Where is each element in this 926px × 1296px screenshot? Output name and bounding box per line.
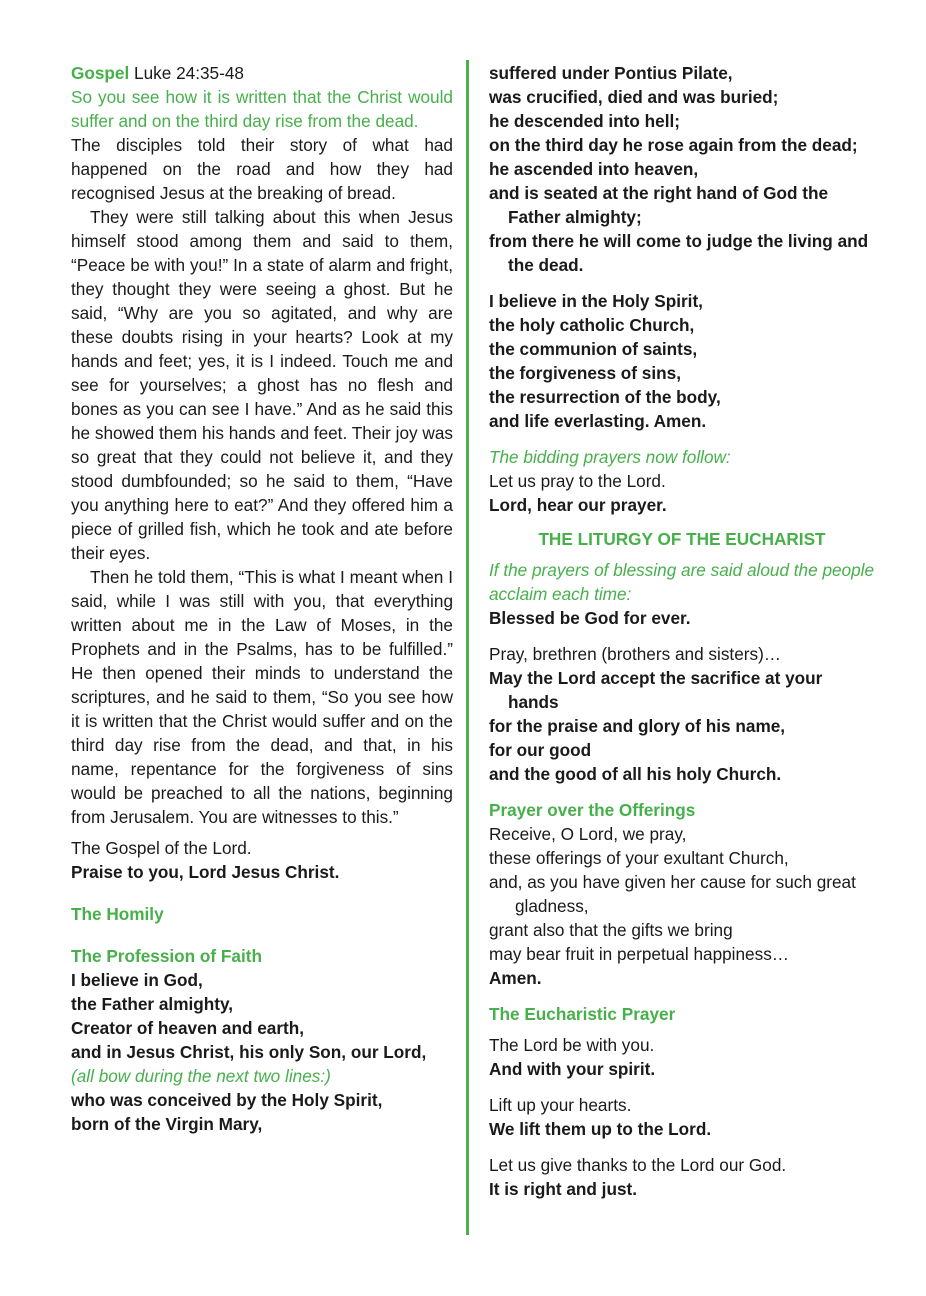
offerings-heading: Prayer over the Offerings bbox=[489, 800, 696, 820]
left-column bbox=[71, 61, 453, 1136]
eucharistic-prayer-heading: The Eucharistic Prayer bbox=[489, 1004, 676, 1024]
bidding-instruction: The bidding prayers now follow: bbox=[489, 447, 731, 467]
creed-line: who was conceived by the Holy Spirit, bbox=[71, 1090, 383, 1110]
creed-line: the resurrection of the body, bbox=[489, 387, 721, 407]
creed-line: he ascended into heaven, bbox=[489, 159, 699, 179]
dialogue-response: It is right and just. bbox=[489, 1179, 638, 1199]
creed-line: on the third day he rose again from the dead; bbox=[489, 135, 858, 155]
homily-heading: The Homily bbox=[71, 904, 164, 924]
gospel-paragraph: The disciples told their story of what had happened on the road and how they had recognised Jesus at the breaking of bread. bbox=[71, 135, 453, 203]
creed-line: the Father almighty, bbox=[71, 994, 234, 1014]
blessing-instruction: If the prayers of blessing are said aloud the people acclaim each time: bbox=[489, 560, 875, 604]
creed-line: was crucified, died and was buried; bbox=[489, 87, 779, 107]
response-line: May the Lord accept the sacrifice at your hands bbox=[489, 668, 823, 712]
response-line: and the good of all his holy Church. bbox=[489, 764, 782, 784]
offerings-line: may bear fruit in perpetual happiness… bbox=[489, 944, 789, 964]
bidding-call: Let us pray to the Lord. bbox=[489, 471, 666, 491]
gospel-end: The Gospel of the Lord. bbox=[71, 838, 252, 858]
column-divider bbox=[466, 60, 469, 1235]
dialogue-call: The Lord be with you. bbox=[489, 1035, 655, 1055]
eucharist-heading: THE LITURGY OF THE EUCHARIST bbox=[538, 529, 826, 549]
blessing-response: Blessed be God for ever. bbox=[489, 608, 691, 628]
profession-heading: The Profession of Faith bbox=[71, 946, 262, 966]
response-line: for our good bbox=[489, 740, 592, 760]
response-line: for the praise and glory of his name, bbox=[489, 716, 786, 736]
creed-line: he descended into hell; bbox=[489, 111, 681, 131]
creed-line: suffered under Pontius Pilate, bbox=[489, 63, 733, 83]
dialogue-call: Lift up your hearts. bbox=[489, 1095, 632, 1115]
creed-line: Creator of heaven and earth, bbox=[71, 1018, 305, 1038]
bidding-response: Lord, hear our prayer. bbox=[489, 495, 667, 515]
creed-line: the holy catholic Church, bbox=[489, 315, 695, 335]
creed-line: I believe in the Holy Spirit, bbox=[489, 291, 703, 311]
gospel-paragraph: Then he told them, “This is what I meant when I said, while I was still with you, that everything written about me in the Law of Moses, in the Prophets and in the Psalms, has to be fulfilled.” He then opened their minds to understand the scriptures, and he said to them, “So you see how it is written that the Christ would suffer and on the third day rise from the dead, and that, in his name, repentance for the forgiveness of sins would be preached to all the nations, beginning from Jerusalem. You are witnesses to this.” bbox=[71, 567, 453, 827]
creed-line: the forgiveness of sins, bbox=[489, 363, 681, 383]
creed-line: from there he will come to judge the living and the dead. bbox=[489, 231, 869, 275]
creed-line: I believe in God, bbox=[71, 970, 203, 990]
gospel-paragraph: They were still talking about this when Jesus himself stood among them and said to them, “Peace be with you!” In a state of alarm and fright, they thought they were seeing a ghost. But he said, “Why are you so agitated, and why are these doubts rising in your hearts? Look at my hands and feet; yes, it is I indeed. Touch me and see for yourselves; a ghost has no flesh and bones as you can see I have.” And as he said this he showed them his hands and feet. Their joy was so great that they could not believe it, and they stood dumbfounded; so he said to them, “Have you anything here to eat?” And they offered him a piece of grilled fish, which he took and ate before their eyes. bbox=[71, 207, 453, 563]
dialogue-call: Let us give thanks to the Lord our God. bbox=[489, 1155, 787, 1175]
offerings-line: and, as you have given her cause for such great gladness, bbox=[489, 872, 856, 916]
creed-line: and is seated at the right hand of God the Father almighty; bbox=[489, 183, 828, 227]
creed-line: born of the Virgin Mary, bbox=[71, 1114, 263, 1134]
gospel-summary: So you see how it is written that the Christ would suffer and on the third day rise from the dead. bbox=[71, 87, 453, 131]
gospel-response: Praise to you, Lord Jesus Christ. bbox=[71, 862, 340, 882]
gospel-label: Gospel bbox=[71, 63, 130, 83]
offerings-line: grant also that the gifts we bring bbox=[489, 920, 733, 940]
gospel-reference: Luke 24:35-48 bbox=[129, 63, 244, 83]
dialogue-response: We lift them up to the Lord. bbox=[489, 1119, 712, 1139]
offerings-line: Receive, O Lord, we pray, bbox=[489, 824, 687, 844]
creed-line: and in Jesus Christ, his only Son, our Lord, bbox=[71, 1042, 427, 1062]
dialogue-response: And with your spirit. bbox=[489, 1059, 656, 1079]
offerings-amen: Amen. bbox=[489, 968, 542, 988]
gospel-title bbox=[71, 61, 453, 85]
right-column bbox=[489, 61, 875, 1201]
creed-line: the communion of saints, bbox=[489, 339, 698, 359]
offerings-line: these offerings of your exultant Church, bbox=[489, 848, 789, 868]
bow-instruction: (all bow during the next two lines:) bbox=[71, 1066, 331, 1086]
creed-line: and life everlasting. Amen. bbox=[489, 411, 707, 431]
pray-brethren: Pray, brethren (brothers and sisters)… bbox=[489, 644, 781, 664]
